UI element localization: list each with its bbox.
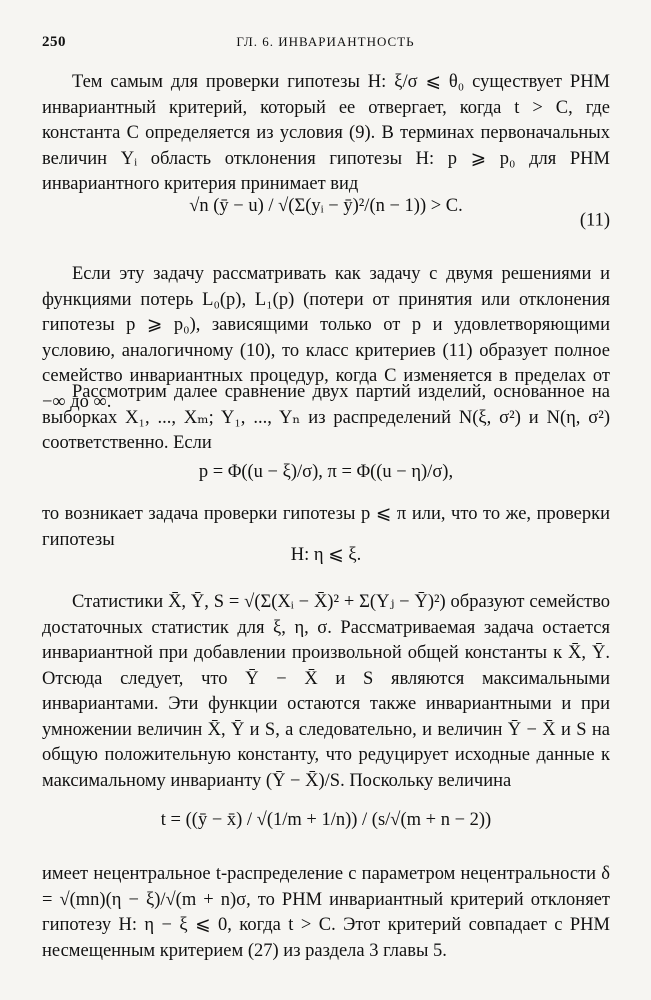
paragraph-1-block bbox=[42, 70, 610, 198]
paragraph-4: то возникает задача проверки гипотезы p ⩽ π или, что то же, проверки гипотезы bbox=[42, 504, 610, 550]
formula-11-expression: √n (ȳ − u) / √(Σ(yᵢ − ȳ)²/(n − 1)) > C. bbox=[189, 196, 463, 216]
equation-number-11: (11) bbox=[579, 210, 610, 231]
page-header bbox=[42, 34, 609, 56]
paragraph-6: имеет нецентральное t-распределение с параметром нецентральности δ = √(mn)(η − ξ)/√(m + n)σ, то РНМ инвариантный критерий отклоняет гипотезу H: η − ξ ⩽ 0, когда t > C. Этот критерий совпадает с РНМ несмещенным критерием (27) из раздела 3 главы 5. bbox=[42, 864, 610, 961]
formula-p-pi bbox=[42, 452, 610, 492]
page-number: 250 bbox=[42, 34, 66, 50]
formula-hypothesis-expression: H: η ⩽ ξ. bbox=[290, 545, 362, 565]
paragraph-2: Если эту задачу рассматривать как задачу с двумя решениями и функциями потерь L₀(p), L₁(p) (потери от принятия или отклонения гипотезы p ⩾ p₀), зависящими только от p и удовлетворяющими условию, аналогичному (10), то класс критериев (11) образует полное семейство инвариантных процедур, когда C изменяется в пределах от −∞ до ∞. bbox=[42, 264, 610, 412]
running-title: ГЛ. 6. ИНВАРИАНТНОСТЬ bbox=[236, 34, 415, 49]
paragraph-1: Тем самым для проверки гипотезы H: ξ/σ ⩽ θ₀ существует РНМ инвариантный критерий, который ее отвергает, когда t > C, где константа C определяется из условия (9). В терминах первоначальных величин Yᵢ область отклонения гипотезы H: p ⩾ p₀ для РНМ инвариантного критерия принимает вид bbox=[42, 72, 610, 194]
paragraph-3-block bbox=[42, 380, 610, 457]
formula-t-statistic bbox=[42, 790, 610, 850]
formula-t-expression: t = ((ȳ − x̄) / √(1/m + 1/n)) / (s/√(m + n − 2)) bbox=[160, 810, 492, 830]
formula-11 bbox=[42, 196, 610, 246]
paragraph-3: Рассмотрим далее сравнение двух партий изделий, основанное на выборках X₁, ..., Xₘ; Y₁, ..., Yₙ из распределений N(ξ, σ²) и N(η, σ²) соответственно. Если bbox=[42, 382, 610, 453]
paragraph-6-block bbox=[42, 862, 610, 964]
paragraph-5: Статистики X̄, Ȳ, S = √(Σ(Xᵢ − X̄)² + Σ(Yⱼ − Ȳ)²) образуют семейство достаточных статистик для ξ, η, σ. Рассматриваемая задача остается инвариантной при добавлении произвольной общей константы к X̄, Ȳ. Отсюда следует, что Ȳ − X̄ и S являются максимальными инвариантами. Эти функции остаются также инвариантными и при умножении величин X̄, Ȳ и S, а следовательно, и величин Ȳ − X̄ и S на общую положительную константу, что редуцирует исходные данные к максимальному инварианту (Ȳ − X̄)/S. Поскольку величина bbox=[42, 592, 610, 791]
paragraph-5-block bbox=[42, 590, 610, 794]
formula-p-pi-expression: p = Φ((u − ξ)/σ), π = Φ((u − η)/σ), bbox=[198, 462, 454, 482]
formula-hypothesis bbox=[42, 544, 610, 572]
